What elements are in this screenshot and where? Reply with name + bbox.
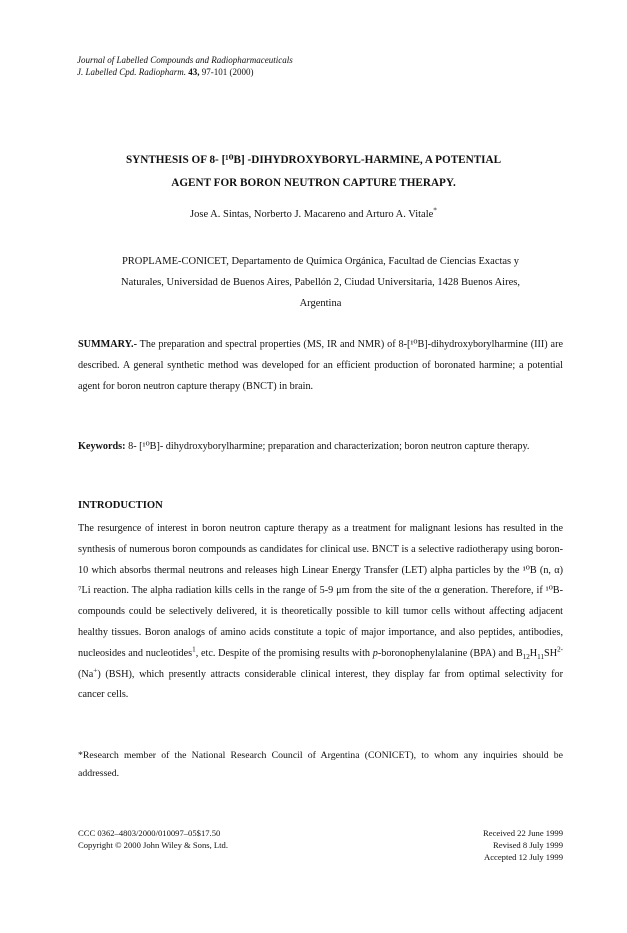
- affiliation-line-2: Naturales, Universidad de Buenos Aires, Pabellón 2, Ciudad Universitaria, 1428 Buenos Aires,: [121, 277, 520, 288]
- intro-text-3: -compounds could be selectively delivered, it is theoretically possible to kill tumor cells without affecting adjacent healthy tissues. Boron analogs of amino acids constitute a topic of major importance, and also peptides, antibodies, nucleosides and nucleotides: [78, 585, 563, 659]
- received-date: Received 22 June 1999: [483, 828, 563, 838]
- bsh-hydrogen: H: [529, 647, 538, 659]
- revised-date: Revised 8 July 1999: [493, 840, 563, 850]
- journal-name: Journal of Labelled Compounds and Radiopharmaceuticals: [77, 55, 293, 65]
- keywords-text: 8- [¹⁰B]- dihydroxyborylharmine; preparation and characterization; boron neutron capture therapy.: [125, 441, 530, 452]
- bsh-sodium: (Na: [78, 668, 94, 680]
- intro-text-5: -boronophenylalanine (BPA) and: [377, 647, 516, 659]
- introduction-heading: INTRODUCTION: [78, 500, 163, 511]
- boron-10-label: ¹⁰B: [545, 585, 560, 597]
- bsh-charge: 2-: [557, 645, 563, 654]
- bsh-boron: B: [515, 647, 523, 659]
- summary-text: The preparation and spectral properties (MS, IR and NMR) of 8-[¹⁰B]-dihydroxyborylharmine (III) are described. A general synthetic method was developed for an efficient production of boronated harmine; a potential agent for boron neutron capture therapy (BNCT) in brain.: [78, 339, 563, 392]
- bsh-close: ): [97, 668, 101, 680]
- intro-text-1: The resurgence of interest in boron neutron capture therapy as a treatment for malignant lesions has resulted in the synthesis of numerous boron compounds as candidates for clinical use. BNCT is a selective radiotherapy using boron-10 which absorbs thermal neutrons and releases high Linear Energy Transfer (LET) alpha particles by the: [78, 523, 563, 576]
- bsh-hydrogen-count: 11: [537, 652, 545, 661]
- copyright-line: Copyright © 2000 John Wiley & Sons, Ltd.: [78, 840, 228, 850]
- summary-label: SUMMARY.-: [78, 339, 137, 350]
- para-prefix: p: [372, 647, 378, 659]
- accepted-date: Accepted 12 July 1999: [484, 852, 563, 862]
- intro-text-4: , etc. Despite of the promising results with: [195, 647, 373, 659]
- journal-citation: [77, 66, 293, 78]
- citation-volume: 43,: [188, 67, 200, 77]
- nuclear-reaction: ¹⁰B (n, α) ⁷Li: [78, 564, 563, 597]
- author-list: [60, 205, 567, 220]
- title-line-1: SYNTHESIS OF 8- [¹⁰B] -DIHYDROXYBORYL-HARMINE, A POTENTIAL: [125, 154, 502, 166]
- intro-text-6: (BSH), which presently attracts considerable clinical interest, they display far from optimal selectivity for cancer cells.: [78, 668, 563, 701]
- keywords-paragraph: [78, 437, 563, 458]
- footer-dates: [483, 827, 563, 863]
- keywords-label: Keywords:: [78, 441, 126, 452]
- corresponding-author-mark: *: [433, 205, 437, 215]
- ccc-code: CCC 0362–4803/2000/010097–05$17.50: [78, 828, 221, 838]
- journal-header: [77, 54, 293, 78]
- reference-1: 1: [192, 645, 196, 654]
- author-footnote: *Research member of the National Research Council of Argentina (CONICET), to whom any inquiries should be addressed.: [78, 750, 563, 779]
- intro-text-2: reaction. The alpha radiation kills cells in the range of 5-9 μm from the site of the α generation. Therefore, if: [90, 585, 546, 597]
- footer-copyright: [78, 827, 228, 851]
- affiliation-line-3: Argentina: [299, 298, 342, 309]
- affiliation-line-1: PROPLAME-CONICET, Departamento de Química Orgánica, Facultad de Ciencias Exactas y: [121, 256, 520, 267]
- bsh-sulfhydryl: SH: [544, 647, 558, 659]
- title-line-2: AGENT FOR BORON NEUTRON CAPTURE THERAPY.: [171, 177, 456, 189]
- introduction-paragraph: [78, 519, 563, 706]
- article-title: [60, 149, 567, 195]
- citation-pages: 97-101 (2000): [201, 67, 254, 77]
- citation-journal: J. Labelled Cpd. Radiopharm.: [77, 67, 186, 77]
- summary-paragraph: [78, 335, 563, 397]
- affiliation: [78, 251, 563, 314]
- author-names: Jose A. Sintas, Norberto J. Macareno and Arturo A. Vitale: [190, 209, 434, 220]
- bsh-boron-count: 12: [522, 652, 530, 661]
- bsh-sodium-charge: +: [93, 666, 98, 675]
